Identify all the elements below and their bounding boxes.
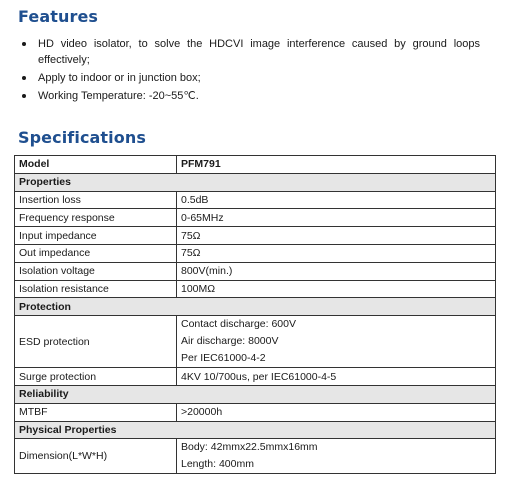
model-row: [15, 156, 496, 174]
model-label: Model: [15, 156, 177, 174]
model-value: PFM791: [177, 156, 496, 174]
feature-item: HD video isolator, to solve the HDCVI image interference caused by ground loops effectively;: [20, 36, 480, 68]
bullet-icon: [22, 42, 26, 46]
section-protection-title: Protection: [15, 298, 496, 316]
dimension-line: Body: 42mmx22.5mmx16mm: [181, 441, 318, 454]
row-value: 75Ω: [177, 227, 496, 245]
row-value: 0-65MHz: [177, 209, 496, 227]
row-value: 0.5dB: [177, 191, 496, 209]
row-label: Out impedance: [15, 244, 177, 262]
table-row: [15, 227, 496, 245]
table-row: [15, 439, 496, 474]
dimension-value: [177, 439, 496, 474]
section-row: [15, 298, 496, 316]
table-row: [15, 368, 496, 386]
feature-item: Apply to indoor or in junction box;: [20, 70, 480, 86]
section-physical-title: Physical Properties: [15, 421, 496, 439]
row-label: Input impedance: [15, 227, 177, 245]
table-row: [15, 403, 496, 421]
table-row: [15, 244, 496, 262]
row-label: Isolation voltage: [15, 262, 177, 280]
row-label: Isolation resistance: [15, 280, 177, 298]
mtbf-value: >20000h: [177, 403, 496, 421]
esd-label: ESD protection: [15, 316, 177, 368]
row-label: Frequency response: [15, 209, 177, 227]
esd-line: Contact discharge: 600V: [181, 318, 296, 331]
section-properties-title: Properties: [15, 173, 496, 191]
section-row: [15, 385, 496, 403]
specifications-heading: Specifications: [18, 128, 146, 147]
table-row: [15, 191, 496, 209]
dimension-label: Dimension(L*W*H): [15, 439, 177, 474]
features-list: [20, 36, 480, 106]
row-value: 100MΩ: [177, 280, 496, 298]
section-row: [15, 173, 496, 191]
section-row: [15, 421, 496, 439]
surge-label: Surge protection: [15, 368, 177, 386]
esd-line: Per IEC61000-4-2: [181, 352, 266, 365]
esd-line: Air discharge: 8000V: [181, 335, 279, 348]
features-heading: Features: [18, 7, 99, 26]
esd-value: [177, 316, 496, 368]
dimension-line: Length: 400mm: [181, 458, 254, 471]
table-row: [15, 209, 496, 227]
table-row: [15, 316, 496, 368]
row-value: 800V(min.): [177, 262, 496, 280]
table-row: [15, 280, 496, 298]
surge-value: 4KV 10/700us, per IEC61000-4-5: [177, 368, 496, 386]
section-reliability-title: Reliability: [15, 385, 496, 403]
bullet-icon: [22, 76, 26, 80]
feature-item: Working Temperature: -20~55℃.: [20, 88, 480, 104]
row-value: 75Ω: [177, 244, 496, 262]
bullet-icon: [22, 94, 26, 98]
mtbf-label: MTBF: [15, 403, 177, 421]
specifications-table: [14, 155, 496, 474]
table-row: [15, 262, 496, 280]
row-label: Insertion loss: [15, 191, 177, 209]
